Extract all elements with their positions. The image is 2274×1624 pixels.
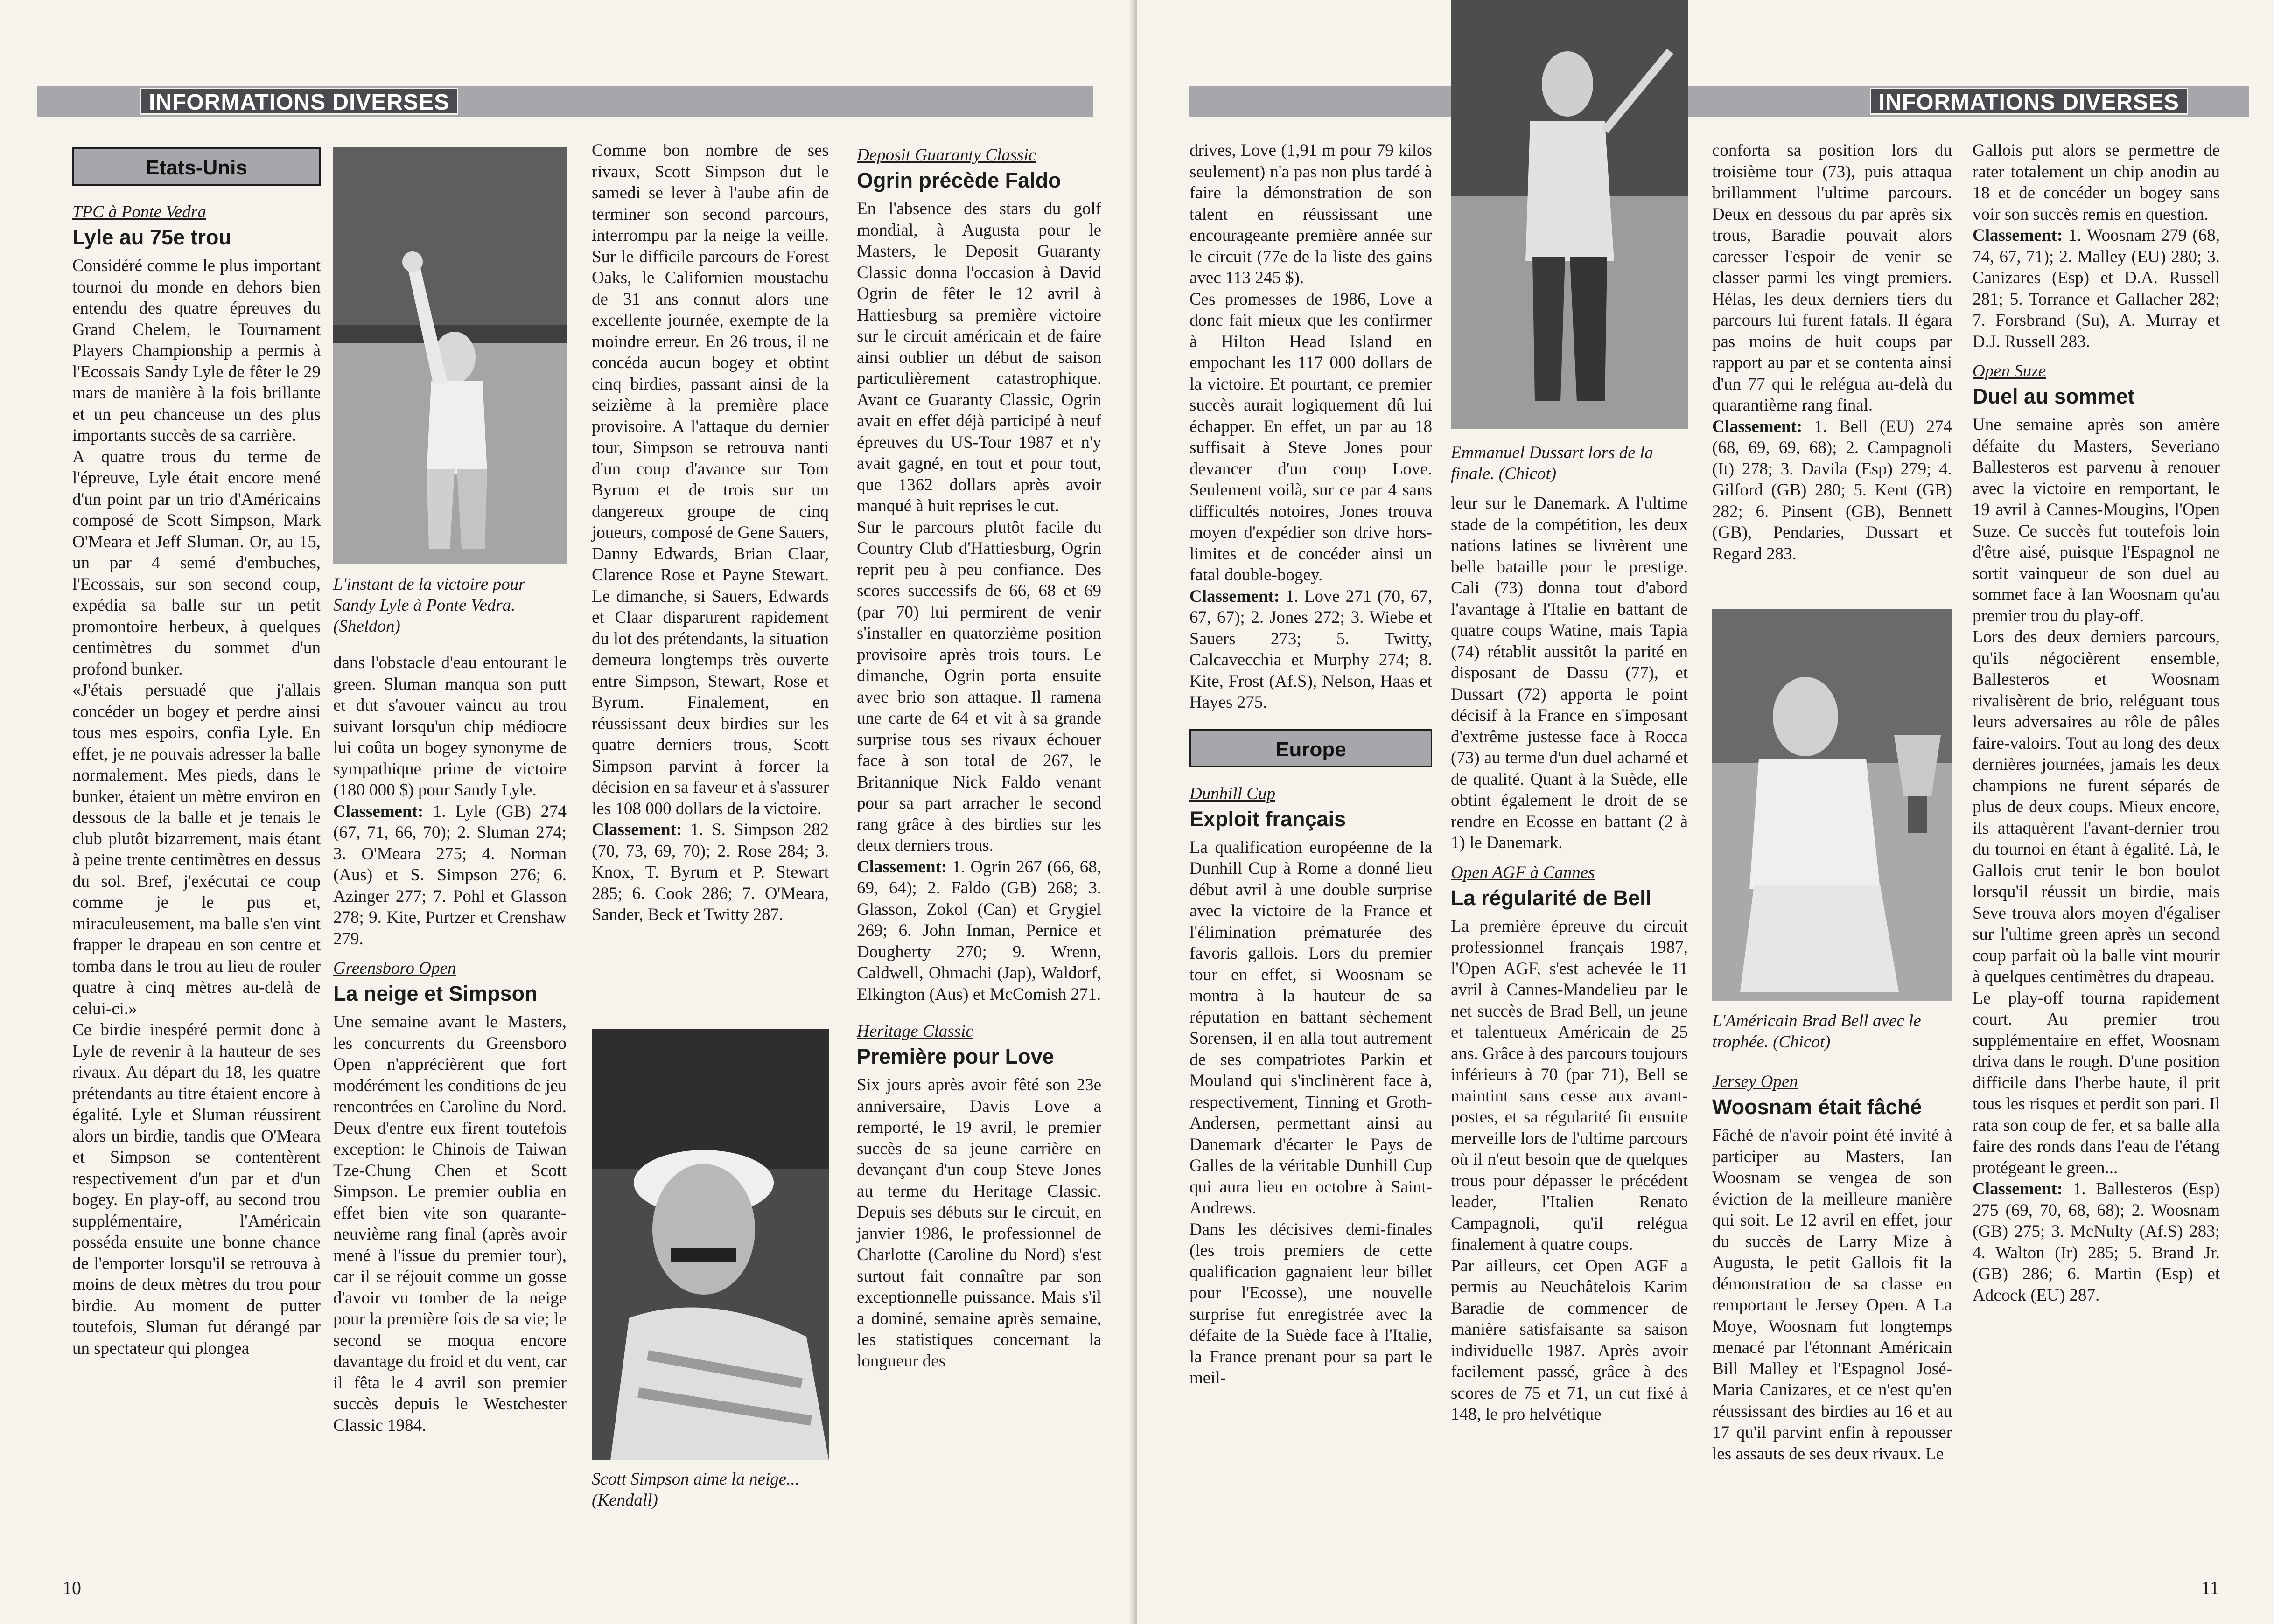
kicker-suze: Open Suze: [1973, 362, 2046, 381]
caption-scott-simpson: Scott Simpson aime la neige... (Kendall): [592, 1470, 799, 1510]
kicker-heritage: Heritage Classic: [857, 1022, 973, 1041]
a7-continued: Gallois put alors se permettre de rater totalement un chip anodin au 18 et de concéder un bogey sans voir son succès remis en question.: [1973, 141, 2220, 224]
photo-emmanuel-dussart: [1451, 0, 1688, 429]
header-label-right: INFORMATIONS DIVERSES: [1870, 88, 2188, 115]
a1-ranking-text: 1. Lyle (GB) 274 (67, 71, 66, 70); 2. Sluman 274; 3. O'Meara 275; 4. Norman (Aus) et S. Simpson 276; 6. Azinger 277; 7. Pohl et Glasson 278; 9. Kite, Purtzer et Crenshaw 279.: [333, 802, 567, 948]
a3-para-2: Sur le parcours plutôt facile du Country Club d'Hattiesburg, Ogrin reprit peu à peu confiance. Des scores successifs de 66, 68 et 69 (par 70) lui permirent de venir s'installer en quatorzième position provisoire après trois tours. Le dimanche, Ogrin porta ensuite avec brio son attaque. Il ramena une carte de 64 et vit à sa grande surprise tous ses rivaux échouer face à son total de 267, le Britannique Nick Faldo venant pour sa part arracher le second rang grâce à des birdies sur les deux derniers trous.: [857, 517, 1101, 855]
right-column-1: [1189, 140, 1432, 1389]
section-etats-unis: Etats-Unis: [72, 147, 321, 186]
a4-para-1: Six jours après avoir fêté son 23e anniversaire, Davis Love a remporté, le 19 avril, le premier succès de sa jeune carrière en devançant d'un coup Steve Jones au terme du Heritage Classic. Depuis ses débuts sur le circuit, en janvier 1986, le professionnel de Charlotte (Caroline du Nord) s'est surtout fait connaître par son exceptionnelle puissance. Mais s'il a dominé, semaine après semaine, les statistiques concernant la longueur des: [857, 1075, 1101, 1371]
right-column-4: [1973, 140, 2220, 1306]
right-column-3b: [1712, 1071, 1952, 1464]
a2-para-1: Une semaine avant le Masters, les concurrents du Greensboro Open n'apprécièrent que fort modérément les conditions de jeu rencontrées en Caroline du Nord. Deux d'entre eux firent toutefois exception: le Chinois de Taiwan Tze-Chung Chen et Scott Simpson. Le premier oublia en effet bien vite son quarante-neuvième rang final (après avoir mené à l'issue du premier tour), car il se réjouit comme un gosse d'avoir vu tomber de la neige pour la première fois de sa vie; le second se moqua encore davantage du froid et du vent, car il fêta le 4 avril son premier succès depuis le Westchester Classic 1984.: [333, 1012, 567, 1435]
a2-continued: Comme bon nombre de ses rivaux, Scott Simpson dut le samedi se lever à l'aube afin de terminer son second parcours, interrompu par la neige la veille. Sur le difficile parcours de Forest Oaks, le Californien moustachu de 31 ans connut alors une excellente journée, exempte de la moindre erreur. En 26 trous, il ne concéda aucun bogey et obtint cinq birdies, passant ainsi de la seizième à la première place provisoire. A l'attaque du dernier tour, Simpson se retrouva nanti d'un coup d'avance sur Tom Byrum et de trois sur un dangereux groupe de cinq joueurs, composé de Gene Sauers, Danny Edwards, Brian Claar, Clarence Rose et Payne Stewart. Le dimanche, si Sauers, Edwards et Claar disparurent rapidement du lot des prétendants, la situation demeura longtemps très ouverte entre Simpson, Stewart, Rose et Byrum. Finalement, en réussissant deux birdies sur les quatre derniers trous, Scott Simpson parvint à forcer la décision en sa faveur et à s'assurer les 108 000 dollars de la victoire.: [592, 141, 829, 818]
a1-para-4: Ce birdie inespéré permit donc à Lyle de revenir à la hauteur de ses rivaux. Au départ du 18, les quatre prétendants au titre étaient encore à égalité. Lyle et Sluman réussirent alors un birdie, tandis que O'Meara et Simpson se contentèrent respectivement d'un par et d'un bogey. En play-off, au second trou supplémentaire, l'Américain posséda ensuite une bonne chance de l'emporter lorsqu'il se retrouva à moins de deux mètres du trou pour birdie. Au moment de putter toutefois, Sluman fut dérangé par un spectateur qui plongea: [72, 1020, 321, 1358]
a1-para-3: «J'étais persuadé que j'allais concéder un bogey et perdre ainsi tous mes espoirs, confia Lyle. En effet, je ne pouvais adresser la balle normalement. Mes pieds, dans le bunker, étaient un mètre environ en dessous de la balle et je tenais le club plutôt bizarrement, mais étant à peine trente centimètres en dessus du sol. Bref, j'exécutai ce coup comme je le pus et, miraculeusement, ma balle s'en vint frapper le drapeau en son centre et tomba dans le trou au lieu de rouler quatre à cinq mètres au-delà de celui-ci.»: [72, 681, 321, 1018]
a5-continued: leur sur le Danemark. A l'ultime stade de la compétition, les deux nations latines se livrèrent une belle bataille pour le prestige. Cali (73) donna tout d'abord l'avantage à l'Italie en battant de quatre coups Watine, mais Tapia (74) rétablit aussitôt la parité en disposant de Dassu (77), et Dussart (72) apporta le point décisif à la France en s'imposant d'extrême justesse face à Rocca (73) au terme d'un duel acharné et de qualité. Quant à la Suède, elle obtint également le droit de se rendre en Ecosse en battant (2 à 1) le Danemark.: [1451, 494, 1688, 852]
a6-para-1: La première épreuve du circuit professionnel français 1987, l'Open AGF, s'est achevée le 11 avril à Cannes-Mandelieu par le net succès de Brad Bell, un jeune et talentueux Américain de 25 ans. Grâce à des parcours toujours inférieurs à 70 (par 71), Bell se maintint sans cesse aux avant-postes, et sa régularité fit ensuite merveille lors de l'ultime parcours où il n'eut besoin que de quelques trous pour dépasser le précédent leader, l'Italien Renato Campagnoli, qu'il relégua finalement à quatre coups.: [1451, 916, 1688, 1254]
a7-ranking: [1973, 225, 2220, 352]
left-column-1: [72, 147, 321, 1359]
a6-ranking-label: Classement:: [1712, 417, 1803, 436]
love-ranking-text: 1. Love 271 (70, 67, 67, 67); 2. Jones 272; 3. Wiebe et Sauers 273; 5. Twitty, Calcavecchia et Murphy 274; 8. Kite, Frost (Af.S), Nelson, Haas et Hayes 275.: [1189, 586, 1432, 712]
left-column-2: [333, 652, 567, 1436]
a1-para-1: Considéré comme le plus important tournoi du monde en dehors bien entendu des quatre épreuves du Grand Chelem, le Tournament Players Championship a permis à l'Ecossais Sandy Lyle de fêter le 29 mars de manière à la fois brillante et un peu chanceuse un des plus importants succès de sa carrière.: [72, 256, 321, 445]
a6-continued: conforta sa position lors du troisième tour (73), puis attaqua brillamment l'ultime parcours. Deux en dessous du par après six trous, Baradie pouvait alors caresser l'espoir de venir se classer parmi les vingt premiers. Hélas, les deux derniers tiers du parcours lui furent fatals. Il égara pas moins de huit coups par rapport au par et se contenta ainsi d'un 77 qui le relégua au-delà du quarantième rang final.: [1712, 141, 1952, 415]
a3-ranking: [857, 857, 1101, 1005]
a5-para-2: Dans les décisives demi-finales (les trois premiers de cette qualification gagnaient leur billet pour l'Ecosse), une nouvelle surprise fut enregistrée avec la défaite de la Suède face à l'Italie, la France prenant pour sa part le meil-: [1189, 1220, 1432, 1387]
a3-ranking-text: 1. Ogrin 267 (66, 68, 69, 64); 2. Faldo (GB) 268; 3. Glasson, Zokol (Can) et Grygiel 269; 6. John Inman, Pernice et Dougherty 270; 9. Wrenn, Caldwell, Ohmachi (Jap), Waldorf, Elkington (Aus) et McComish 271.: [857, 857, 1101, 1004]
kicker-jersey: Jersey Open: [1712, 1072, 1798, 1091]
headline-exploit: Exploit français: [1189, 807, 1346, 831]
header-label-left: INFORMATIONS DIVERSES: [140, 88, 458, 115]
a8-ranking-text: 1. Ballesteros (Esp) 275 (69, 70, 68, 68); 2. Woosnam (GB) 275; 3. McNulty (Af.S) 283; 4. Walton (Ir) 285; 5. Brand Jr. (GB) 286; 6. Martin (Esp) et Adcock (EU) 287.: [1973, 1179, 2220, 1305]
caption-brad-bell: L'Américain Brad Bell avec le trophée. (Chicot): [1712, 1011, 1921, 1052]
a5-para-1: La qualification européenne de la Dunhill Cup à Rome a donné lieu début avril à une double surprise avec la victoire de la France et l'élimination prématurée des favoris gallois. Lors du premier tour en effet, si Woosnam se montra à la hauteur de sa réputation en battant sèchement Sorensen, il en alla tout autrement de ses compatriotes Parkin et Mouland qui s'inclinèrent face à, respectivement, Tinning et Groth-Andersen, permettant ainsi au Danemark d'écarter le Pays de Galles de la véritable Dunhill Cup qui aura lieu en octobre à Saint-Andrews.: [1189, 837, 1432, 1218]
page-number-right: 11: [2201, 1577, 2219, 1598]
a2-ranking-text: 1. S. Simpson 282 (70, 73, 69, 70); 2. Rose 284; 3. Knox, T. Byrum et P. Stewart 285; 6. Cook 286; 7. O'Meara, Sander, Beck et Twitty 287.: [592, 820, 829, 924]
kicker-tpc: TPC à Ponte Vedra: [72, 202, 206, 222]
love-para-2: Ces promesses de 1986, Love a donc fait mieux que les confirmer à Hilton Head Island en empochant les 117 000 dollars de la victoire. Et pourtant, ce premier succès aurait logiquement dû lui échapper. En effet, un par au 18 suffisait à Steve Jones pour devancer d'un coup Love. Seulement voilà, sur ce par 4 sans difficultés notoires, Jones trouva moyen d'expédier son drive hors-limites et de concéder ainsi un fatal double-bogey.: [1189, 289, 1432, 585]
love-ranking: [1189, 586, 1432, 713]
love-para-1: drives, Love (1,91 m pour 79 kilos seulement) n'a pas non plus tardé à faire la démonstration de son talent en réussissant une encourageante première année sur le circuit (77e de la liste des gains avec 113 245 $).: [1189, 141, 1432, 287]
a3-para-1: En l'absence des stars du golf mondial, à Augusta pour le Masters, le Deposit Guaranty Classic donna l'occasion à David Ogrin de fêter le 12 avril à Hattiesburg sa première victoire sur le circuit américain et de faire ainsi oublier un début de saison particulièrement catastrophique. Avant ce Guaranty Classic, Ogrin avait en effet déjà participé à neuf épreuves du US-Tour 1987 et n'y avait gagné, en tout et pour tout, que 1362 dollars après avoir manqué à huit reprises le cut.: [857, 199, 1101, 516]
a6-ranking: [1712, 416, 1952, 565]
headline-bell: La régularité de Bell: [1451, 885, 1652, 910]
left-column-4: [857, 145, 1101, 1372]
a2-ranking-label: Classement:: [592, 820, 682, 839]
a1-ranking-label: Classement:: [333, 802, 424, 821]
a2-ranking: [592, 819, 829, 926]
photo-brad-bell: [1712, 609, 1952, 1001]
a8-para-2: Lors des deux derniers parcours, qu'ils négocièrent ensemble, Ballesteros et Woosnam rivalisèrent de brio, reléguant tous leurs adversaires au rôle de pâles faire-valoirs. Tout au long des deux dernières journées, jamais les deux champions ne furent séparés de plus de deux coups. Mieux encore, ils attaquèrent l'avant-dernier trou du tournoi en étant à égalité. Là, le Gallois crut tenir le bon boulot lorsqu'il réussit un birdie, mais Seve trouva alors moyen d'égaliser sur l'ultime green après un second coup parfait où la balle vint mourir à quelques centimètres du drapeau.: [1973, 627, 2220, 986]
header-band-right: [1189, 86, 2249, 117]
a7-ranking-label: Classement:: [1973, 226, 2063, 245]
section-europe: Europe: [1189, 729, 1432, 767]
a8-ranking-label: Classement:: [1973, 1179, 2063, 1199]
love-ranking-label: Classement:: [1189, 586, 1280, 606]
right-page: [1137, 0, 2274, 1624]
a8-para-3: Le play-off tourna rapidement court. Au premier trou supplémentaire en effet, Woosnam driva dans le rough. D'une position difficile dans l'herbe haute, il prit tous les risques et perdit son pari. Il rata son coup de fer, et sa balle alla faire des ronds dans l'eau de l'étang protégeant le green...: [1973, 988, 2220, 1178]
kicker-dunhill: Dunhill Cup: [1189, 784, 1275, 803]
left-column-3: [592, 140, 829, 926]
a8-ranking: [1973, 1178, 2220, 1306]
a6-para-2: Par ailleurs, cet Open AGF a permis au Neuchâtelois Karim Baradie de commencer de manière satisfaisante sa saison individuelle 1987. Après avoir facilement passé, grâce à des scores de 75 et 71, un cut fixé à 148, le pro helvétique: [1451, 1256, 1688, 1424]
kicker-greensboro: Greensboro Open: [333, 959, 456, 978]
headline-love: Première pour Love: [857, 1045, 1054, 1068]
kicker-deposit: Deposit Guaranty Classic: [857, 146, 1036, 165]
headline-ogrin: Ogrin précède Faldo: [857, 168, 1061, 192]
a1-ranking: [333, 801, 567, 950]
headline-neige: La neige et Simpson: [333, 982, 538, 1005]
a1-para-2: A quatre trous du terme de l'épreuve, Lyle était encore mené d'un point par un trio d'Américains composé de Scott Simpson, Mark O'Meara et Jeff Sluman. Or, au 15, un par 4 semé d'embuches, l'Ecossais, sur son second coup, expédia sa balle sur un petit promontoire herbeux, à quelques centimètres du sommet d'un profond bunker.: [72, 447, 321, 679]
caption-emmanuel-dussart: Emmanuel Dussart lors de la finale. (Chicot): [1451, 443, 1653, 483]
a8-para-1: Une semaine après son amère défaite du Masters, Severiano Ballesteros est parvenu à renouer avec la victoire en remportant, le 19 avril à Cannes-Mougins, l'Open Suze. Ce succès fut toutefois loin d'être aisé, puisque l'Espagnol ne sortit vainqueur de son duel au sommet face à Ian Woosnam qu'au premier trou du play-off.: [1973, 415, 2220, 626]
a6-ranking-text: 1. Bell (EU) 274 (68, 69, 69, 68); 2. Campagnoli (It) 278; 3. Davila (Esp) 279; 4. Gilford (GB) 280; 5. Kent (GB) 282; 6. Pinsent (GB), Bennett (GB), Pendaries, Dussart et Regard 283.: [1712, 417, 1952, 564]
photo-scott-simpson: [592, 1029, 829, 1460]
right-column-3: [1712, 140, 1952, 565]
page-number-left: 10: [63, 1577, 81, 1598]
a1-continued: dans l'obstacle d'eau entourant le green. Sluman manqua son putt et dut s'avouer vaincu au trou suivant lorsqu'un chip médiocre lui coûta un bogey synonyme de sympathique prime de victoire (180 000 $) pour Sandy Lyle.: [333, 653, 567, 800]
caption-sandy-lyle: L'instant de la victoire pour Sandy Lyle à Ponte Vedra. (Sheldon): [333, 575, 525, 636]
a7-para-1: Fâché de n'avoir point été invité à participer au Masters, Ian Woosnam se vengea de son éviction de la meilleure manière qui soit. Le 12 avril en effet, jour du succès de Larry Mize à Augusta, le petit Gallois fit la démonstration de sa classe en remportant le Jersey Open. A La Moye, Woosnam fut longtemps menacé par l'étonnant Américain Bill Malley et l'Espagnol José-Maria Canizares, et ce n'est qu'en réussissant des birdies au 16 et au 17 qu'il parvint enfin à repousser les assauts de ses deux rivaux. Le: [1712, 1126, 1952, 1464]
headline-woosnam: Woosnam était fâché: [1712, 1095, 1922, 1119]
header-band-left: [37, 86, 1093, 117]
headline-lyle: Lyle au 75e trou: [72, 225, 231, 249]
a7-ranking-text: 1. Woosnam 279 (68, 74, 67, 71); 2. Malley (EU) 280; 3. Canizares (Esp) et D.A. Russell 281; 5. Torrance et Gallacher 282; 7. Forsbrand (Su), A. Murray et D.J. Russell 283.: [1973, 226, 2220, 351]
right-column-2: [1451, 493, 1688, 1425]
headline-duel: Duel au sommet: [1973, 384, 2135, 408]
a3-ranking-label: Classement:: [857, 857, 947, 877]
photo-sandy-lyle: [333, 147, 567, 564]
kicker-agf: Open AGF à Cannes: [1451, 863, 1595, 882]
